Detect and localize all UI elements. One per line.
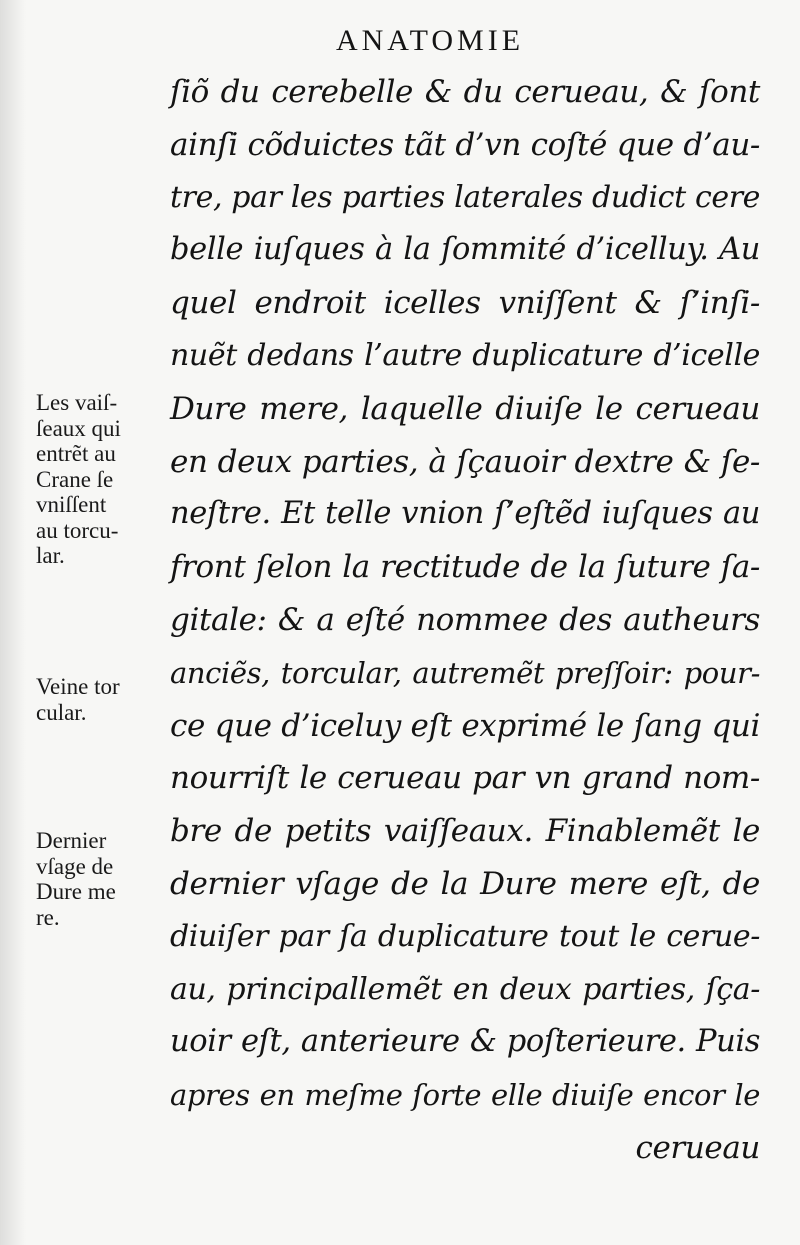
body-line: front ſelon la rectitude de la ſuture ſa- (170, 549, 760, 586)
body-line: anciẽs, torcular, autremẽt preſſoir: pour- (170, 655, 760, 690)
body-line: belle iuſques à la ſommité d’icelluy. Au (170, 232, 760, 268)
note-line: Crane ſe (36, 466, 114, 492)
body-line: bre de petits vaiſſeaux. Finablemẽt le (170, 813, 760, 850)
marginal-note-torcular (36, 674, 172, 725)
note-line: re. (36, 904, 60, 930)
body-text (170, 66, 760, 1175)
body-line: nuẽt dedans l’autre duplicature d’icelle (170, 337, 760, 373)
body-line: ainſi cõduictes tãt d’vn coſté que d’au- (170, 126, 760, 163)
note-line: vniſſent (36, 492, 107, 517)
running-head: ANATOMIE (335, 24, 525, 57)
note-line: vſage de (36, 853, 114, 879)
body-line: nourriſt le cerueau par vn grand nom- (170, 760, 760, 797)
body-line: diuiſer par ſa duplicature tout le cerue- (170, 918, 760, 954)
note-line: ſeaux qui (36, 415, 121, 441)
body-line: tre, par les parties laterales dudict cere (170, 179, 760, 215)
body-line: ſiõ du cerebelle & du cerueau, & ſont (170, 74, 760, 110)
body-line: en deux parties, à ſçauoir dextre & ſe- (170, 443, 760, 480)
body-line: Dure mere, laquelle diuiſe le cerueau (170, 390, 760, 427)
note-line: lar. (36, 543, 65, 568)
body-line: neſtre. Et telle vnion ſ’eſtẽd iuſques au (170, 496, 760, 532)
note-line: cular. (36, 699, 87, 725)
note-line: entrẽt au (36, 441, 116, 466)
marginal-note-vaisseaux (36, 390, 172, 569)
body-line: quel endroit icelles vniſſent & ſ’inſi- (170, 285, 760, 322)
body-line: apres en meſme ſorte elle diuiſe encor le (170, 1078, 760, 1113)
note-line: Veine tor (36, 674, 120, 699)
body-line: dernier vſage de la Dure mere eſt, de (170, 865, 760, 902)
catchword: cerueau (635, 1129, 760, 1166)
marginal-note-dernier-usage (36, 828, 172, 930)
note-line: au torcu- (36, 517, 119, 543)
body-line: uoir eſt, anterieure & poſterieure. Puis (170, 1024, 760, 1060)
note-line: Dure me (36, 879, 116, 904)
body-line: gitale: & a eſté nommee des autheurs (170, 601, 760, 638)
note-line: Les vaiſ- (36, 390, 118, 415)
note-line: Dernier (36, 828, 107, 853)
body-line: au, principallemẽt en deux parties, ſça- (170, 971, 760, 1007)
body-line: ce que d’iceluy eſt exprimé le ſang qui (170, 707, 760, 744)
